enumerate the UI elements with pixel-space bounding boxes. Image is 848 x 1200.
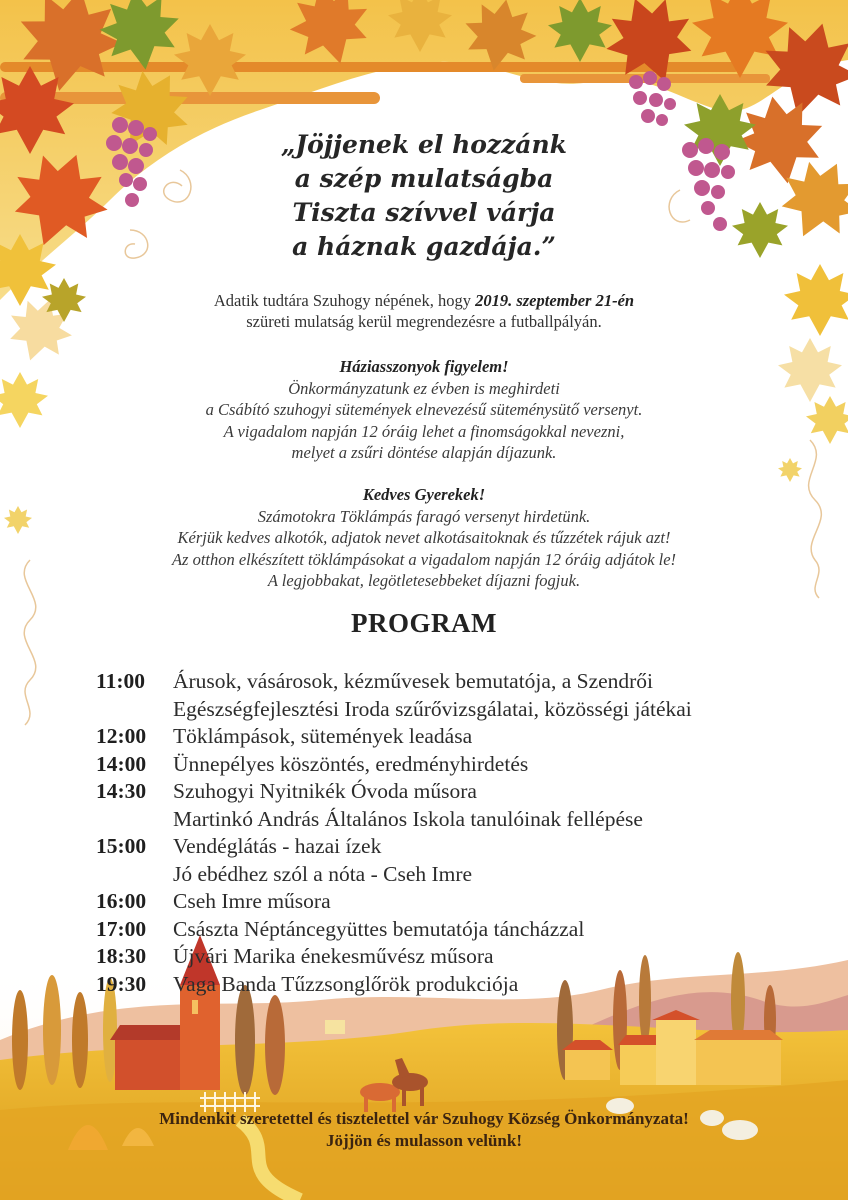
closing-message (0, 1108, 848, 1152)
children-line: Kérjük kedves alkotók, adjatok nevet alkotásaitoknak és tűzzétek rájuk azt! (177, 528, 671, 547)
program-desc: Egészségfejlesztési Iroda szűrővizsgálatai, közösségi játékai (173, 696, 692, 721)
program-time: 12:00 (96, 724, 147, 748)
program-time (96, 696, 173, 724)
program-time: 19:30 (96, 971, 147, 996)
housewives-line: a Csábító szuhogyi sütemények elnevezésű süteménysütő versenyt. (205, 400, 643, 419)
program-time: 18:30 (96, 944, 147, 968)
program-row (96, 833, 816, 861)
program-row (96, 696, 816, 724)
program-time: 14:30 (96, 779, 147, 803)
invitation-verse (0, 128, 848, 264)
housewives-section (0, 356, 848, 464)
program-desc: Újvári Marika énekesművész műsora (173, 944, 494, 968)
verse-line: a szép mulatságba (294, 164, 554, 193)
program-row (96, 778, 816, 806)
program-desc: Jó ebédhez szól a nóta - Cseh Imre (173, 861, 473, 886)
program-desc: Árusok, vásárosok, kézművesek bemutatója, a Szendrői (173, 669, 654, 693)
verse-line: „Jöjjenek el hozzánk (280, 130, 568, 159)
children-section (0, 484, 848, 592)
closing-line-1: Mindenkit szeretettel és tisztelettel vár Szuhogy Község Önkormányzata! (159, 1109, 689, 1128)
program-desc: Cseh Imre műsora (173, 889, 331, 913)
program-row (96, 861, 816, 889)
program-time: 16:00 (96, 889, 147, 913)
program-desc: Töklámpások, sütemények leadása (173, 724, 473, 748)
program-row (96, 806, 816, 834)
verse-line: a háznak gazdája.” (292, 232, 556, 261)
program-desc: Ünnepélyes köszöntés, eredményhirdetés (173, 751, 529, 776)
program-time (96, 806, 173, 834)
program-row (96, 751, 816, 779)
children-line: Számotokra Töklámpás faragó versenyt hirdetünk. (257, 506, 591, 526)
program-schedule (96, 668, 816, 998)
program-row (96, 916, 816, 944)
program-row (96, 668, 816, 696)
program-row (96, 723, 816, 751)
program-time: 17:00 (96, 916, 147, 941)
program-time: 14:00 (96, 751, 147, 776)
housewives-line: A vigadalom napján 12 óráig lehet a finomságokkal nevezni, (223, 421, 625, 441)
verse-line: Tiszta szívvel várja (292, 198, 556, 227)
announcement-line-2: szüreti mulatság kerül megrendezésre a futballpályán. (246, 312, 602, 331)
program-time: 15:00 (96, 834, 147, 858)
housewives-heading: Háziasszonyok figyelem! (339, 357, 509, 376)
announcement (0, 290, 848, 332)
children-line: Az otthon elkészített töklámpásokat a vigadalom napján 12 óráig adjátok le! (171, 549, 677, 569)
event-date: 2019. szeptember 21-én (475, 291, 635, 310)
program-time (96, 861, 173, 889)
children-heading: Kedves Gyerekek! (362, 485, 486, 504)
housewives-line: Önkormányzatunk ez évben is meghirdeti (288, 378, 560, 398)
closing-line-2: Jöjjön és mulasson velünk! (325, 1131, 522, 1150)
program-desc: Vendéglátás - hazai ízek (173, 834, 382, 858)
program-time: 11:00 (96, 669, 145, 693)
program-row (96, 888, 816, 916)
program-row (96, 943, 816, 971)
program-desc: Vaga Banda Tűzzsonglőrök produkciója (173, 971, 519, 996)
program-title: PROGRAM (351, 608, 497, 638)
program-desc: Martinkó András Általános Iskola tanulóinak fellépése (173, 806, 643, 831)
housewives-line: melyet a zsűri döntése alapján díjazunk. (291, 443, 557, 462)
children-line: A legjobbakat, legötletesebbeket díjazni fogjuk. (267, 571, 581, 590)
announcement-text: Adatik tudtára Szuhogy népének, hogy (213, 291, 476, 310)
program-desc: Császta Néptáncegyüttes bemutatója táncházzal (173, 916, 585, 941)
program-row (96, 971, 816, 999)
announcement-line-1 (0, 290, 848, 311)
program-desc: Szuhogyi Nyitnikék Óvoda műsora (173, 779, 477, 803)
